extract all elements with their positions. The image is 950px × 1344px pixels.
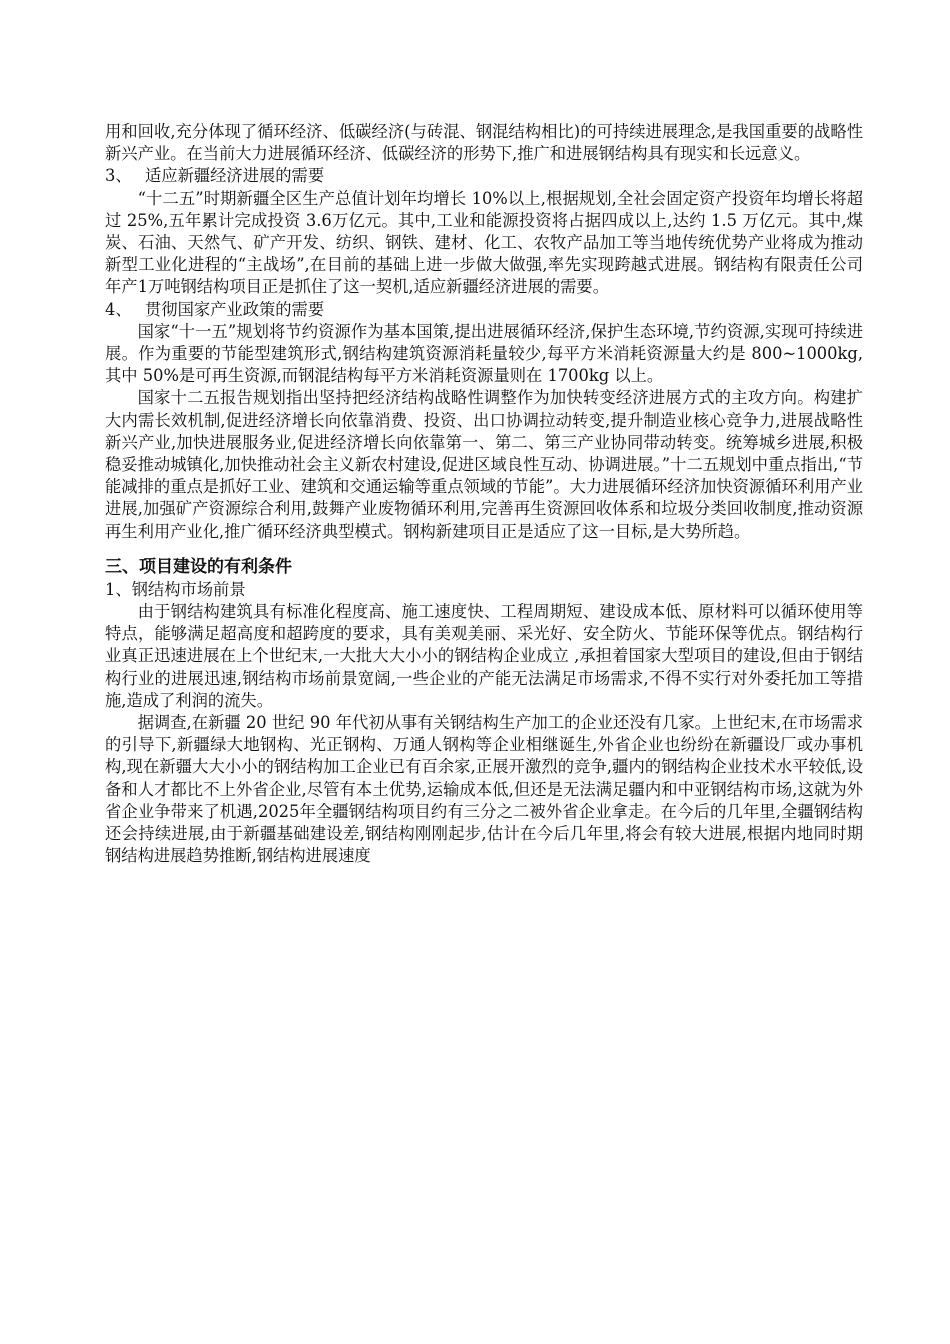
subheading-4-number: 4、: [105, 299, 132, 319]
paragraph-five-year-plan: 国家十二五报告规划指出坚持把经济结构战略性调整作为加快转变经济进展方式的主攻方向。构建扩大内需长效机制,促进经济增长向依靠消费、投资、出口协调拉动转变,提升制造业核心竞争力,进展战略性新兴产业,加快进展服务业,促进经济增长向依靠第一、第二、第三产业协同带动转变。统筹城乡进展,积极稳妥推动城镇化,加快推动社会主义新农村建设,促进区域良性互动、协调进展。”十二五规划中重点指出,“节能减排的重点是抓好工业、建筑和交通运输等重点领域的节能”。大力进展循环经济加快资源循环利用产业进展,加强矿产资源综合利用,鼓舞产业废物循环利用,完善再生资源回收体系和垃圾分类回收制度,推动资源再生利用产业化,推广循环经济典型模式。钢构新建项目正是适应了这一目标,是大势所趋。: [105, 388, 863, 541]
paragraph-intro: 用和回收,充分体现了循环经济、低碳经济(与砖混、钢混结构相比)的可持续进展理念,是我国重要的战略性新兴产业。在当前大力进展循环经济、低碳经济的形势下,推广和进展钢结构具有现实和长远意义。: [105, 122, 863, 164]
subheading-3: [105, 165, 863, 187]
paragraph-xinjiang-economy: “十二五”时期新疆全区生产总值计划年均增长 10%以上,根据规划,全社会固定资产投资年均增长将超过 25%,五年累计完成投资 3.6万亿元。其中,工业和能源投资将占据四成以上,达约 1.5 万亿元。其中,煤炭、石油、天然气、矿产开发、纺织、钢铁、建材、化工、农牧产品加工等当地传统优势产业将成为推动新型工业化进程的“主战场”,在目前的基础上进一步做大做强,率先实现跨越式进展。钢结构有限责任公司年产1万吨钢结构项目正是抓住了这一契机,适应新疆经济进展的需要。: [105, 188, 863, 297]
subheading-3-text: 适应新疆经济进展的需要: [145, 166, 325, 186]
paragraph-national-policy: 国家“十一五”规划将节约资源作为基本国策,提出进展循环经济,保护生态环境,节约资源,实现可持续进展。作为重要的节能型建筑形式,钢结构建筑资源消耗量较少,每平方米消耗资源量大约是 800~1000kg,其中 50%是可再生资源,而钢混结构每平方米消耗资源量则在 1700kg 以上。: [105, 321, 863, 386]
section-title-favorable-conditions: 三、项目建设的有利条件: [105, 556, 292, 577]
document-page: [105, 121, 863, 868]
subheading-4-text: 贯彻国家产业政策的需要: [145, 299, 325, 319]
subheading-3-number: 3、: [105, 166, 132, 186]
paragraph-market-survey: 据调查,在新疆 20 世纪 90 年代初从事有关钢结构生产加工的企业还没有几家。上世纪末,在市场需求的引导下,新疆绿大地钢构、光正钢构、万通人钢构等企业相继诞生,外省企业也纷纷在新疆设厂或办事机构,现在新疆大大小小的钢结构加工企业已有百余家,正展开激烈的竞争,疆内的钢结构企业技术水平较低,设备和人才都比不上外省企业,尽管有本土优势,运输成本低,但还是无法满足疆内和中亚钢结构市场,这就为外省企业争带来了机遇,2025年全疆钢结构项目约有三分之二被外省企业拿走。在今后的几年里,全疆钢结构还会持续进展,由于新疆基础建设差,钢结构刚刚起步,估计在今后几年里,将会有较大进展,根据内地同时期钢结构进展趋势推断,钢结构进展速度: [105, 713, 863, 866]
subheading-4: [105, 299, 863, 321]
subheading-market-outlook: 1、钢结构市场前景: [105, 579, 246, 599]
paragraph-steel-advantages: 由于钢结构建筑具有标准化程度高、施工速度快、工程周期短、建设成本低、原材料可以循环使用等特点，能够满足超高度和超跨度的要求，具有美观美丽、采光好、安全防火、节能环保等优点。钢结构行业真正迅速进展在上个世纪末,一大批大大小小的钢结构企业成立 ,承担着国家大型项目的建设,但由于钢结构行业的进展迅速,钢结构市场前景宽阔,一些企业的产能无法满足市场需求,不得不实行对外委托加工等措施,造成了利润的流失。: [105, 602, 863, 710]
